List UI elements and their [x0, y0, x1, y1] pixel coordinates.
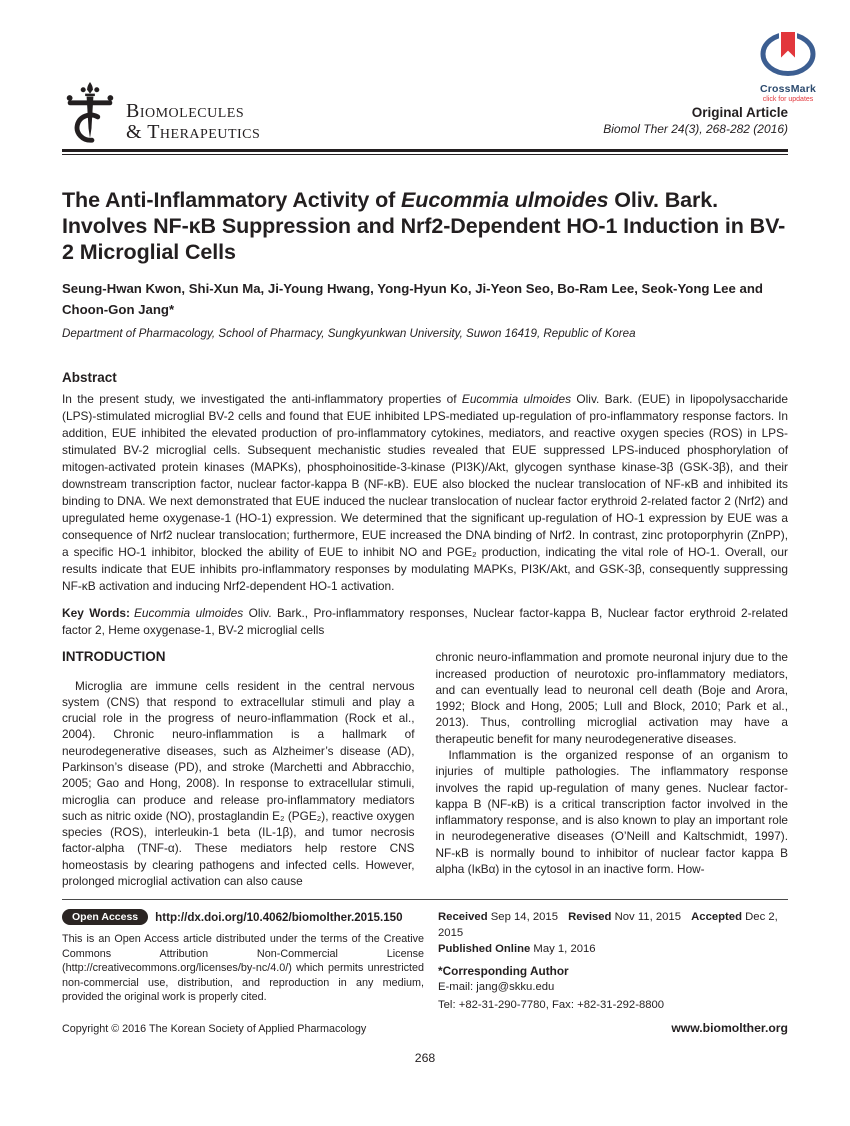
journal-citation: Biomol Ther 24(3), 268-282 (2016): [603, 122, 788, 136]
header-rule: [62, 149, 788, 155]
page-number: 268: [414, 1051, 436, 1066]
journal-name-line2: & Therapeutics: [126, 121, 261, 143]
corresponding-author-label: *Corresponding Author: [438, 964, 569, 979]
introduction-heading: INTRODUCTION: [62, 649, 166, 665]
journal-logo-icon: [62, 82, 118, 146]
received-date: Sep 14, 2015: [490, 911, 558, 924]
crossmark-badge[interactable]: [750, 30, 826, 103]
doi-row: [62, 909, 424, 925]
intro-paragraph-1: Microglia are immune cells resident in the central nervous system (CNS) that respond to extracellular stimuli and play a crucial role in the progress of neuro-inflammation (Rock et al., 2004). Chronic neuro-inflammation is a hallmark of neurodegenerative diseases, such as Alzheimer’s disease (AD), Parkinson’s disease (PD), and stroke (Marchetti and Abbracchio, 2005; Gao and Hong, 2008). In response to extracellular stimuli, microglia can produce and release pro-inflammatory mediators such as nitric oxide (NO), prostaglandin E₂ (PGE₂), reactive oxygen species (ROS), interleukin-1 beta (IL-1β), and tumor necrosis factor-alpha (TNF-α). These mediators help restore CNS homeostasis by clearing pathogens and infected cells. However, prolonged microglial activation can also cause: [62, 678, 415, 889]
introduction-section: [62, 649, 788, 889]
abstract-heading: Abstract: [62, 370, 117, 386]
keywords: [62, 605, 788, 639]
email-line[interactable]: E-mail: jang@skku.edu: [438, 981, 555, 994]
footer-left: [62, 909, 424, 1035]
abstract-species-italic: Eucommia ulmoides: [461, 392, 572, 407]
journal-name-line1: Biomolecules: [126, 100, 245, 122]
title-part1: The Anti-Inflammatory Activity of: [62, 188, 402, 212]
title-species-italic: Eucommia ulmoides: [401, 188, 609, 212]
published-label: Published Online: [438, 943, 531, 956]
journal-header: [62, 82, 788, 146]
keywords-species-italic: Eucommia ulmoides: [134, 606, 244, 621]
crossmark-icon: [759, 30, 817, 76]
doi-link[interactable]: http://dx.doi.org/10.4062/biomolther.2015.150: [155, 910, 403, 924]
published-date-row: [438, 941, 788, 957]
abstract-text: [62, 391, 788, 595]
left-column: [62, 649, 415, 889]
open-access-badge: Open Access: [62, 909, 148, 925]
abstract-part3: Oliv. Bark. (EUE) in lipopolysaccharide (LPS)-stimulated microglial BV-2 cells and found that EUE inhibited LPS-mediated up-regulation of pro-inflammatory response factors. In addition, EUE inhibited the elevated production of pro-inflammatory cytokines, mediators, and reactive oxygen species (ROS) in LPS-stimulated BV-2 microglial cells. Subsequent mechanistic studies revealed that EUE suppressed LPS-induced phosphorylation of mitogen-activated protein kinases (MAPKs), phosphoinositide-3-kinase (PI3K)/Akt, glycogen synthase kinase-3β (GSK-3β), and their downstream transcription factor, nuclear factor-kappa B (NF-κB). EUE also blocked the nuclear translocation of NF-κB and inhibited its binding to DNA. We next demonstrated that EUE induced the nuclear translocation of nuclear factor erythroid 2-related factor 2 (Nrf2) and upregulated heme oxygenase-1 (HO-1) expression. We determined that the significant up-regulation of HO-1 expression by EUE was a consequence of Nrf2 nuclear translocation; furthermore, EUE increased the DNA binding of Nrf2. In contrast, zinc protoporphyrin (ZnPP), a specific HO-1 inhibitor, blocked the ability of EUE to inhibit NO and PGE₂ production, indicating the vital role of HO-1. Overall, our results indicate that EUE inhibits pro-inflammatory responses by modulating MAPKs, PI3K/Akt, and GSK-3β, consequently suppressing NF-κB activation and inducing Nrf2-dependent HO-1 activation.: [62, 392, 789, 594]
journal-website-link[interactable]: www.biomolther.org: [671, 1021, 788, 1036]
keywords-list: Oliv. Bark., Pro-inflammatory responses, Nuclear factor-kappa B, Nuclear factor erythroid 2-related factor 2, Heme oxygenase-1, BV-2 microglial cells: [62, 606, 788, 638]
copyright-text: Copyright © 2016 The Korean Society of Applied Pharmacology: [62, 1023, 367, 1036]
article-title: [62, 187, 788, 266]
footer-rule: [62, 899, 788, 900]
journal-name: [126, 101, 260, 146]
title-part3: Oliv. Bark. Involves NF-κB Suppression and Nrf2-Dependent HO-1 Induction in BV-2 Microglial Cells: [62, 188, 786, 265]
affiliation: Department of Pharmacology, School of Pharmacy, Sungkyunkwan University, Suwon 16419, Republic of Korea: [62, 327, 636, 341]
history-dates: [438, 909, 788, 941]
published-date: May 1, 2016: [533, 943, 596, 956]
abstract-part1: In the present study, we investigated the anti-inflammatory properties of: [62, 392, 462, 407]
article-type: Original Article: [691, 105, 788, 120]
intro-paragraph-1-continued: chronic neuro-inflammation and promote neuronal injury due to the increased production of neurotoxic pro-inflammatory mediators, and can eventually lead to neuronal cell death (Boje and Arora, 1992; Block and Hong, 2005; Lull and Block, 2010; Park et al., 2013). Thus, controlling microglial activation may have a therapeutic benefit for many neurodegenerative diseases.: [435, 650, 788, 746]
header-meta: [603, 105, 788, 146]
license-text: This is an Open Access article distributed under the terms of the Creative Commons Attribution Non-Commercial License (http://creativecommons.org/licenses/by-nc/4.0/) which permits unrestricted non-commercial use, distribution, and reproduction in any medium, provided the original work is properly cited.: [62, 933, 424, 1003]
right-column: [436, 649, 789, 889]
keywords-label: Key Words:: [62, 606, 130, 621]
footer-right: [438, 909, 788, 1035]
accepted-label: Accepted: [691, 911, 742, 924]
journal-logo: [62, 82, 260, 146]
received-label: Received: [438, 911, 488, 924]
crossmark-sublabel: click for updates: [762, 96, 814, 103]
intro-paragraph-2: Inflammation is the organized response of an organism to injuries of multiple pathologies. The inflammatory response involves the rapid up-regulation of many genes. Nuclear factor-kappa B (NF-κB) is a critical transcription factor involved in the inflammatory response, and is also known to play an important role in neurodegenerative diseases (O’Neill and Kaltschmidt, 1997). NF-κB is normally bound to inhibitor of nuclear factor kappa B alpha (IκBα) in the cytosol in an inactive form. How-: [435, 748, 788, 877]
author-list: Seung-Hwan Kwon, Shi-Xun Ma, Ji-Young Hwang, Yong-Hyun Ko, Ji-Yeon Seo, Bo-Ram Lee, Seok-Yong Lee and Choon-Gon Jang*: [62, 280, 763, 318]
revised-label: Revised: [568, 911, 612, 924]
tel-fax-line: Tel: +82-31-290-7780, Fax: +82-31-292-8800: [438, 998, 665, 1011]
crossmark-label: CrossMark: [759, 83, 817, 95]
revised-date: Nov 11, 2015: [614, 911, 681, 924]
article-footer: [62, 909, 788, 1035]
accepted-date: Dec 2, 2015: [438, 911, 778, 940]
